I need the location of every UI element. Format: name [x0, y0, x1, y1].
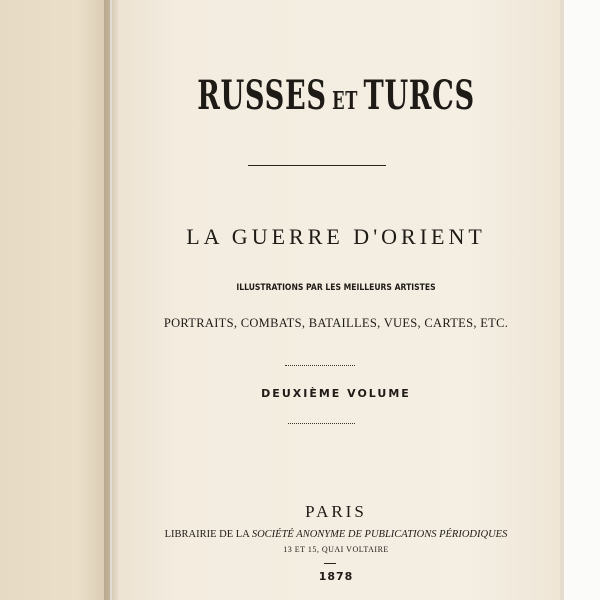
contents-line: PORTRAITS, COMBATS, BATAILLES, VUES, CARTES, ETC.	[163, 316, 509, 330]
imprint-address: 13 ET 15, QUAI VOLTAIRE	[283, 545, 389, 554]
publisher-prefix: LIBRAIRIE DE LA	[164, 529, 250, 540]
title-word: RUSSES	[197, 72, 327, 119]
publisher-name: SOCIÉTÉ ANONYME DE PUBLICATIONS PÉRIODIQUES	[251, 529, 508, 540]
book-title	[184, 72, 489, 119]
page-edge	[560, 0, 564, 600]
illustrations-line: ILLUSTRATIONS PAR LES MEILLEURS ARTISTES	[236, 283, 436, 293]
left-page	[0, 0, 110, 600]
title-rule	[248, 165, 386, 166]
imprint-publisher	[112, 529, 560, 540]
title-connector: ET	[332, 86, 359, 115]
dotted-rule	[288, 423, 355, 424]
title-page	[112, 0, 561, 600]
volume-label: DEUXIÈME VOLUME	[261, 387, 411, 400]
imprint-year: 1878	[318, 570, 354, 583]
dotted-rule	[285, 365, 355, 366]
book-gutter	[104, 0, 118, 600]
year-rule	[324, 563, 336, 564]
title-word: TURCS	[363, 72, 475, 119]
imprint-city: PARIS	[305, 502, 367, 521]
subtitle: LA GUERRE D'ORIENT	[186, 224, 486, 249]
